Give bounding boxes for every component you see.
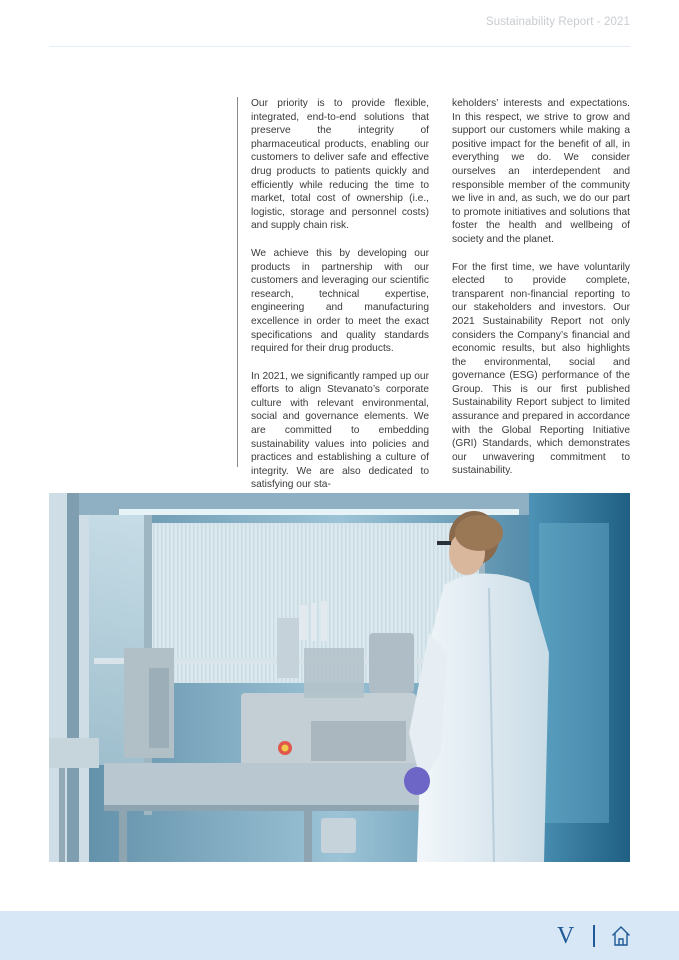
paragraph: keholders’ interests and expectations. In this respect, we strive to grow and support our customers while making a positive impact for the benefit of all, in everything we do. We consider ourselves an interdependent and responsible member of the community we live in and, as such, we do our part to promote initiatives and solutions that foster the health and wellbeing of society and the planet. — [452, 98, 630, 245]
home-icon[interactable] — [611, 925, 631, 947]
paragraph: We achieve this by developing our products in partnership with our customers and leveraging our scientific research, technical expertise, engineering and manufacturing excellence in order to meet the exact specifications and quality standards required for their drug products. — [251, 247, 429, 355]
chapter-numeral: V — [557, 923, 575, 949]
footer-band — [0, 911, 679, 960]
footer-separator — [593, 925, 595, 947]
paragraph: For the first time, we have voluntarily elected to provide complete, transparent non-financial reporting to our stakeholders and investors. Our 2021 Sustainability Report not only considers the Company’s financial and economic results, but also highlights the environmental, social and governance (ESG) performance of the Group. This is our first published Sustainability Report subject to limited assurance and prepared in accordance with the Global Reporting Initiative (GRI) Standards, which demonstrates our unwavering commitment to sustainability. — [452, 261, 630, 477]
running-header-title: Sustainability Report - 2021 — [485, 16, 630, 28]
text-column-right — [452, 97, 630, 492]
paragraph: Our priority is to provide flexible, integrated, end-to-end solutions that preserve the integrity of pharmaceutical products, enabling our customers to deliver safe and effective drug products to patients quickly and efficiently while reducing the time to market, total cost of ownership (i.e., logistic, storage and personnel costs) and supply chain risk. — [251, 98, 429, 232]
column-rule — [237, 97, 238, 467]
lab-photo — [49, 493, 630, 862]
paragraph: In 2021, we significantly ramped up our efforts to align Stevanato’s corporate culture with relevant environmental, social and governance elements. We are committed to embedding sustainability values into policies and practices and establishing a culture of integrity. We are also dedicated to satisfying our sta- — [251, 370, 429, 491]
text-column-left — [251, 97, 429, 506]
header-divider — [49, 46, 630, 47]
